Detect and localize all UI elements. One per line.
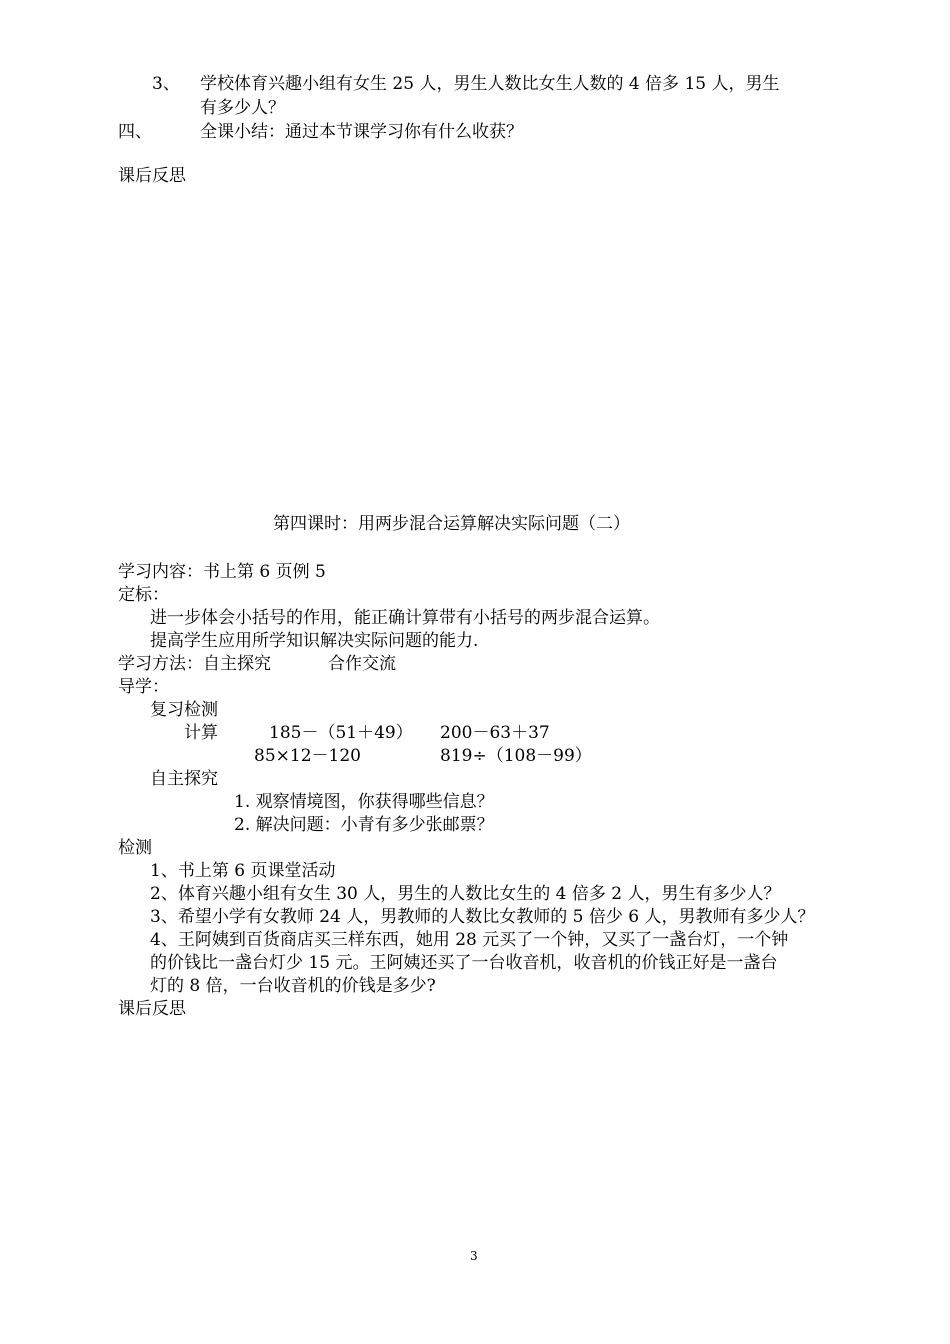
check-item-2: 2、体育兴趣小组有女生 30 人，男生的人数比女生的 4 倍多 2 人，男生有多少人？ [150, 884, 781, 904]
goal-item-2: 提高学生应用所学知识解决实际问题的能力. [150, 631, 479, 651]
lesson-reflection-heading: 课后反思 [118, 999, 186, 1019]
calc-expression-3: 85×12－120 [254, 746, 361, 766]
check-item-1: 1、书上第 6 页课堂活动 [150, 861, 336, 881]
summary-number: 四、 [118, 122, 152, 142]
calc-expression-4: 819÷（108－99） [440, 746, 592, 766]
explore-item-2: 2. 解决问题：小青有多少张邮票？ [234, 815, 494, 835]
check-item-4-line-1: 4、王阿姨到百货商店买三样东西，她用 28 元买了一个钟，又买了一盏台灯，一个钟 [150, 930, 789, 950]
check-item-4-line-3: 灯的 8 倍，一台收音机的价钱是多少? [150, 976, 436, 996]
goal-label: 定标： [118, 585, 169, 605]
reflection-heading: 课后反思 [118, 166, 186, 186]
method-label: 学习方法：自主探究 [118, 654, 271, 674]
page-number: 3 [470, 1249, 478, 1263]
calc-expression-1: 185－（51＋49） [269, 723, 413, 743]
learning-content: 学习内容：书上第 6 页例 5 [118, 562, 326, 582]
question-3-line-2: 有多少人？ [200, 98, 285, 118]
check-item-3: 3、希望小学有女教师 24 人，男教师的人数比女教师的 5 倍少 6 人，男教师有多少人？ [150, 907, 815, 927]
lesson-title: 第四课时：用两步混合运算解决实际问题（二） [273, 514, 630, 534]
check-label: 检测 [118, 838, 152, 858]
goal-item-1: 进一步体会小括号的作用，能正确计算带有小括号的两步混合运算。 [150, 608, 660, 628]
method-item-2: 合作交流 [328, 654, 396, 674]
calc-label: 计算 [184, 723, 218, 743]
explore-label: 自主探究 [150, 769, 218, 789]
guide-label: 导学： [118, 677, 169, 697]
calc-expression-2: 200－63＋37 [440, 723, 550, 743]
review-label: 复习检测 [150, 700, 218, 720]
question-3-line-1: 学校体育兴趣小组有女生 25 人，男生人数比女生人数的 4 倍多 15 人，男生 [200, 74, 780, 94]
question-3-number: 3、 [152, 74, 180, 94]
summary-text: 全课小结：通过本节课学习你有什么收获？ [200, 122, 523, 142]
explore-item-1: 1. 观察情境图，你获得哪些信息？ [234, 792, 494, 812]
check-item-4-line-2: 的价钱比一盏台灯少 15 元。王阿姨还买了一台收音机，收音机的价钱正好是一盏台 [150, 953, 778, 973]
